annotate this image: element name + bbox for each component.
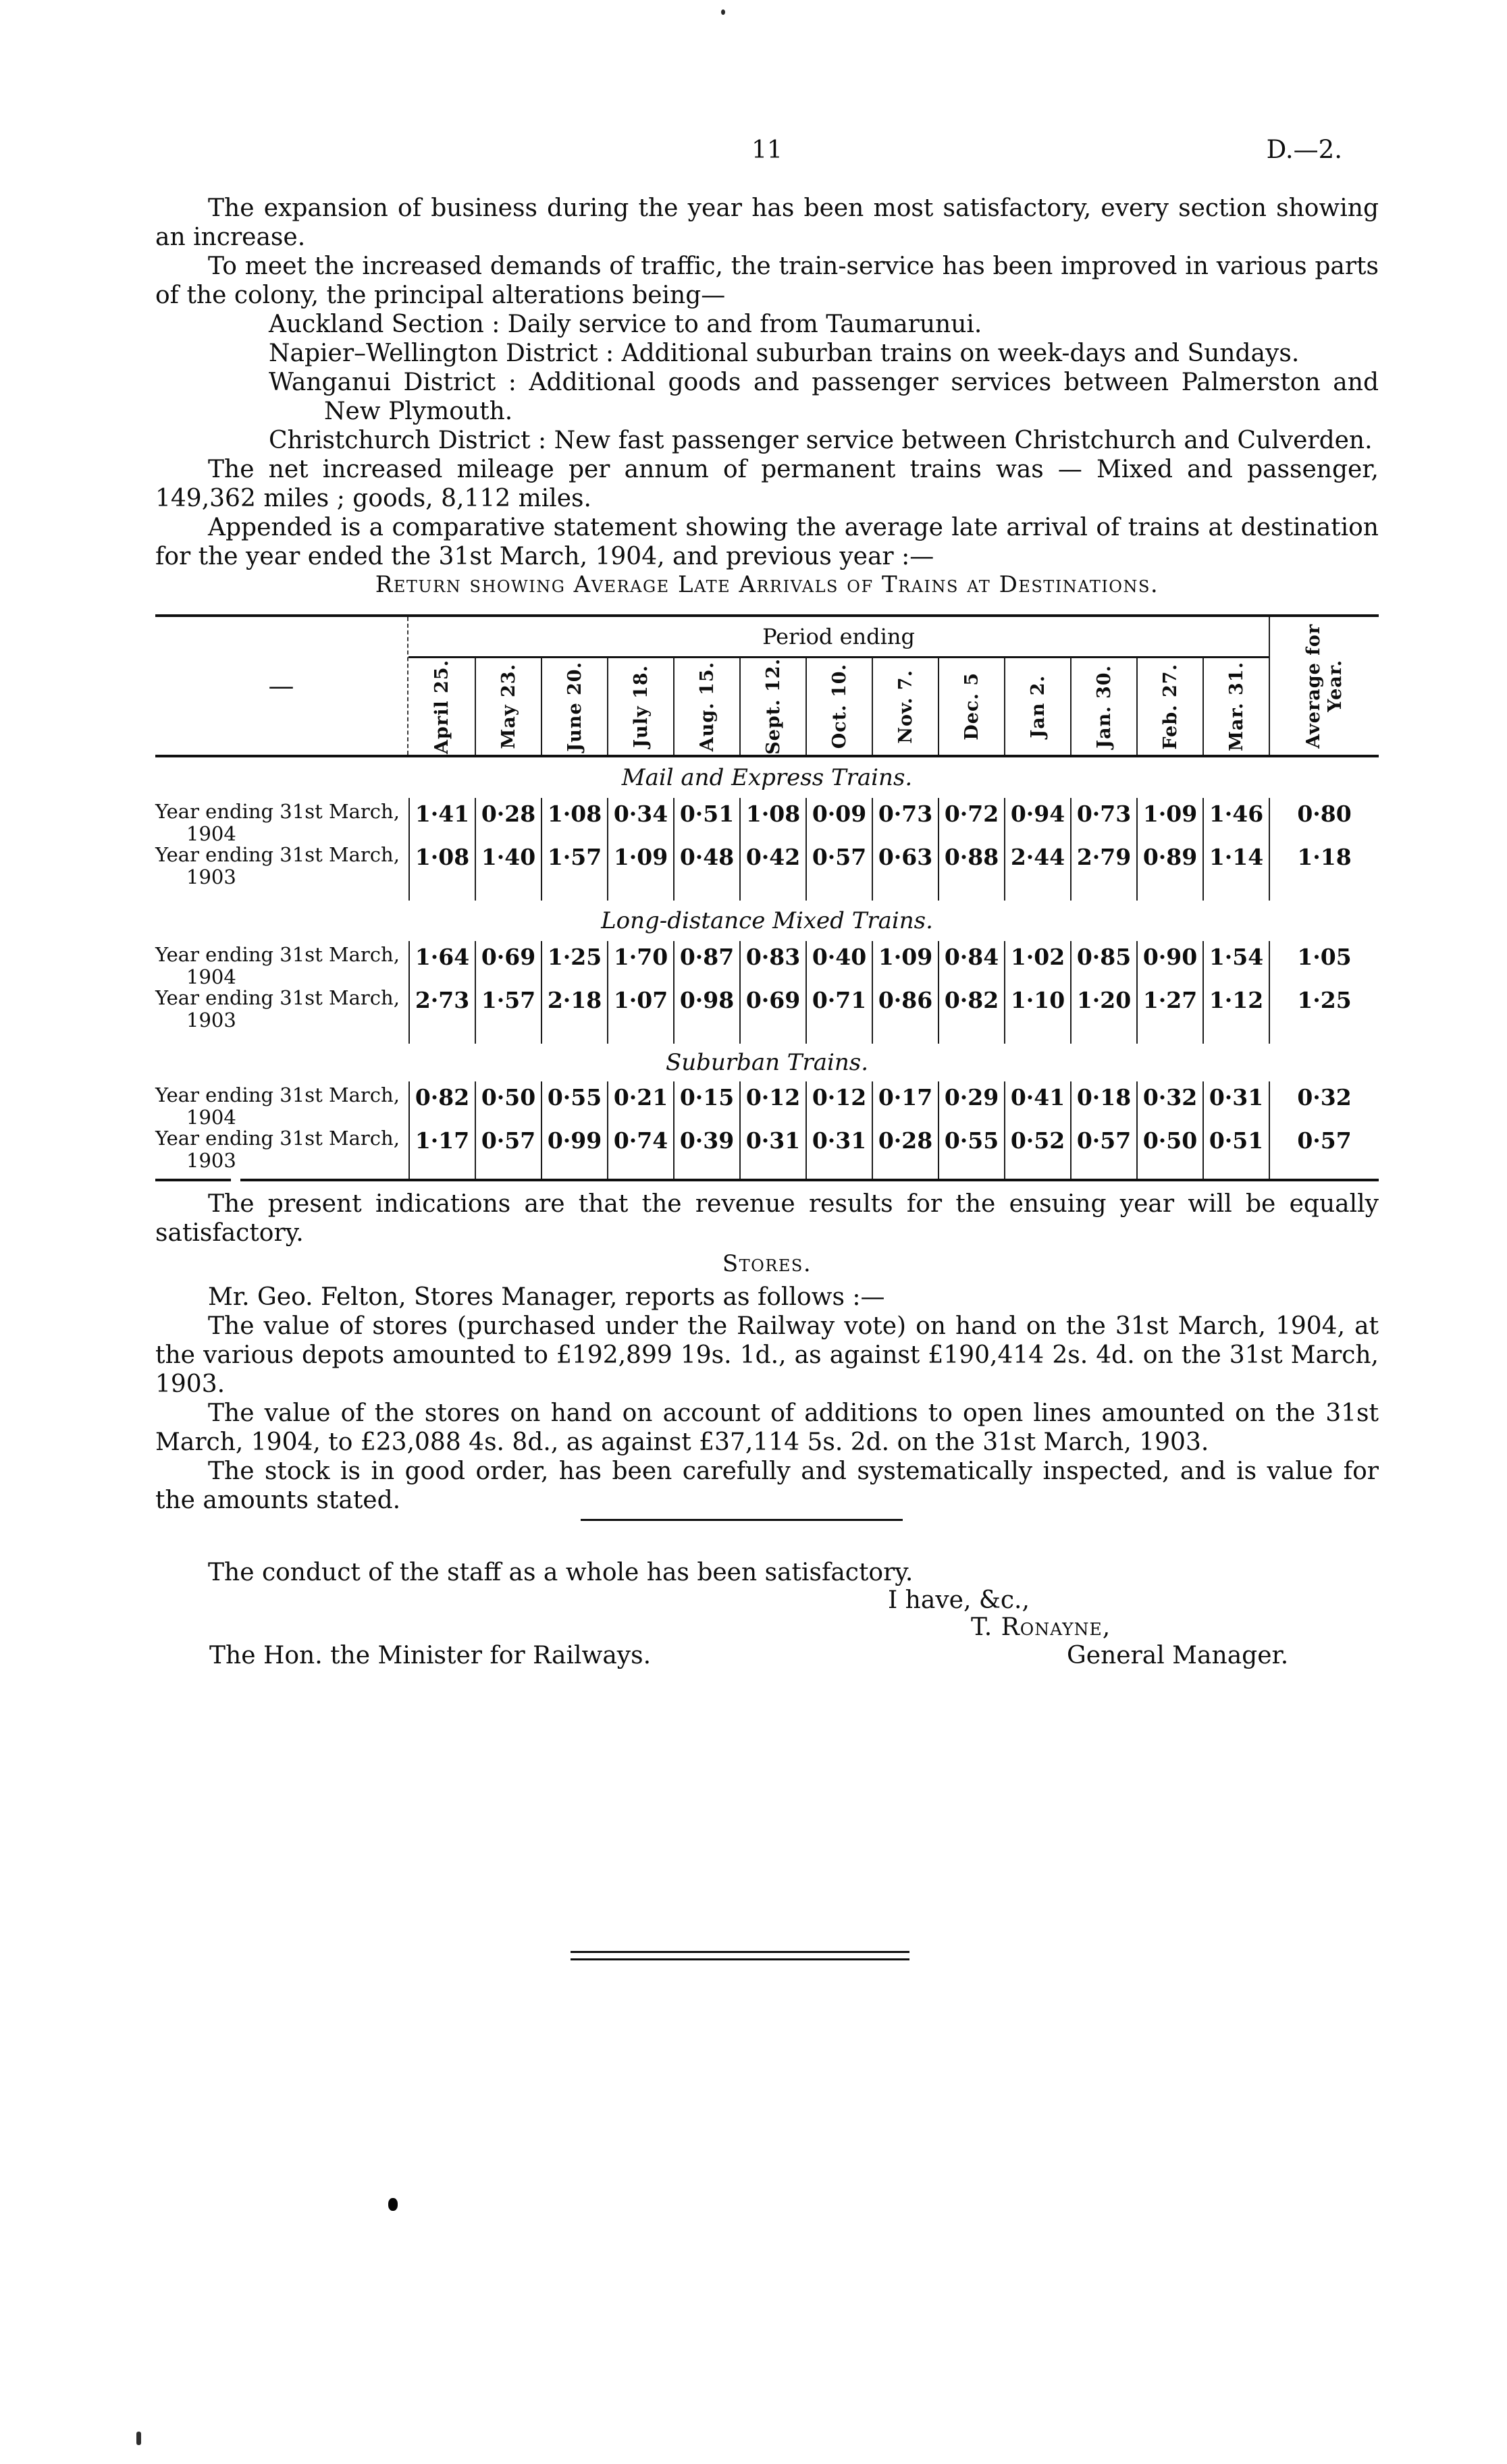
average-column [1269,1081,1379,1179]
average-column [1269,798,1379,901]
row-label: Year ending 31st March, 1903 [155,1125,408,1168]
table-column [805,1081,872,1179]
table-column [739,1081,805,1179]
data-cell: 2·44 [1010,844,1065,870]
end-double-rule [571,1951,909,1960]
table-column [1070,1081,1136,1179]
table-column [607,1081,673,1179]
row-year: 1903 [186,1009,236,1032]
date-column-header [408,658,475,755]
data-cell: 0·48 [679,844,735,870]
alterations-list [155,310,1379,455]
row-year: 1904 [186,1106,236,1129]
table-column [1004,798,1070,901]
data-cell: 0·73 [1076,801,1132,827]
period-ending-label: Period ending [408,617,1269,658]
list-item-napier-wellington: Napier–Wellington District : Additional suburban trains on week-days and Sundays. [269,340,1300,367]
period-label: Jan. 30. [1093,664,1115,749]
table-column [475,1081,541,1179]
table-column [673,1081,739,1179]
period-label: Jan 2. [1027,674,1049,739]
data-cell: 1·17 [415,1127,470,1154]
data-cell: 0·71 [812,987,867,1013]
table-column [1004,1081,1070,1179]
section-title-mail-express: Mail and Express Trains. [621,764,913,791]
data-cell: 0·41 [1010,1084,1065,1110]
data-cell: 0·50 [481,1084,536,1110]
table-column [938,1081,1004,1179]
paragraph-train-service: To meet the increased demands of traffic, the train-service has been improved in various parts of the colony, the principal alterations being— [155,252,1379,309]
date-column-header [872,658,938,755]
average-cell: 1·25 [1297,987,1352,1013]
paragraph-stores-value: The value of stores (purchased under the Railway vote) on hand on the 31st March, 1904, at the various depots amounted to £192,899 19s. 1d., as against £190,414 2s. 4d. on the 31st March, 1903. [155,1312,1379,1398]
paragraph-stores-stock: The stock is in good order, has been carefully and systematically inspected, and is value for the amounts stated. [155,1457,1379,1514]
table-caption: Return showing Average Late Arrivals of Trains at Destinations. [375,571,1159,598]
table-column [1070,798,1136,901]
data-cell: 0·82 [944,987,999,1013]
data-cell: 0·89 [1142,844,1198,870]
scan-speck [388,2198,398,2211]
paragraph-stores-openlines: The value of the stores on hand on account of additions to open lines amounted on the 31st March, 1904, to £23,088 4s. 8d., as against £37,114 5s. 2d. on the 31st March, 1903. [155,1399,1379,1456]
data-cell: 0·09 [812,801,867,827]
data-cell: 1·70 [613,944,668,970]
data-cell: 0·82 [415,1084,470,1110]
data-cell: 1·27 [1142,987,1198,1013]
date-column-header [1070,658,1136,755]
row-label: Year ending 31st March, 1904 [155,941,408,984]
data-cell: 0·57 [812,844,867,870]
period-label: May 23. [498,664,519,749]
period-label: Oct. 10. [828,664,850,749]
data-cell: 0·18 [1076,1084,1132,1110]
table-data-band [155,798,1379,901]
data-cell: 1·25 [547,944,602,970]
data-cell: 0·98 [679,987,735,1013]
data-cell: 0·55 [944,1127,999,1154]
table-column [408,1081,475,1179]
table-data-band [155,941,1379,1044]
period-label: Feb. 27. [1159,663,1181,750]
conduct-paragraph-block [155,1558,1379,1587]
outlook-paragraph-block [155,1189,1379,1248]
table-data-band [155,1081,1379,1179]
data-cell: 1·07 [613,987,668,1013]
data-cell: 0·90 [1142,944,1198,970]
row-year: 1903 [186,1149,236,1172]
data-cell: 0·52 [1010,1127,1065,1154]
date-column-header [938,658,1004,755]
data-cell: 1·09 [613,844,668,870]
data-cell: 1·09 [878,944,933,970]
paragraph-conduct: The conduct of the staff as a whole has been satisfactory. [208,1559,914,1586]
data-cell: 0·94 [1010,801,1065,827]
data-cell: 0·84 [944,944,999,970]
data-cell: 0·34 [613,801,668,827]
stores-heading: Stores. [722,1250,812,1277]
date-column-header [541,658,607,755]
row-label-column [155,798,408,901]
data-cell: 0·55 [547,1084,602,1110]
section-divider-rule [581,1519,903,1521]
data-cell: 0·83 [745,944,801,970]
section-title-suburban: Suburban Trains. [665,1049,869,1076]
data-cell: 0·85 [1076,944,1132,970]
data-cell: 0·21 [613,1084,668,1110]
data-cell: 0·72 [944,801,999,827]
table-column [408,798,475,901]
list-item-wanganui: Wanganui District : Additional goods and passenger services between Palmerston and New Plymouth. [269,369,1379,425]
paragraph-expansion: The expansion of business during the year has been most satisfactory, every section showing an increase. [155,194,1379,251]
corner-dash: — [268,671,294,701]
data-cell: 2·79 [1076,844,1132,870]
date-header-row [408,658,1269,755]
data-cell: 0·87 [679,944,735,970]
data-cell: 0·31 [745,1127,801,1154]
late-arrivals-table [155,614,1379,1181]
table-column [541,941,607,1044]
period-label: Mar. 31. [1225,662,1247,752]
data-cell: 0·51 [679,801,735,827]
data-cell: 1·41 [415,801,470,827]
section-title-long-distance: Long-distance Mixed Trains. [601,907,933,934]
paragraph-stores-intro: Mr. Geo. Felton, Stores Manager, reports as follows :— [208,1283,885,1311]
list-item-christchurch: Christchurch District : New fast passenger service between Christchurch and Culverden. [269,427,1373,454]
data-cell: 0·40 [812,944,867,970]
row-label: Year ending 31st March, 1903 [155,984,408,1027]
data-cell: 1·40 [481,844,536,870]
signature-name: T. Ronayne, [971,1613,1111,1641]
data-cell: 1·08 [415,844,470,870]
data-cell: 0·15 [679,1084,735,1110]
data-cell: 0·12 [745,1084,801,1110]
row-label: Year ending 31st March, 1904 [155,1081,408,1125]
date-column-header [805,658,872,755]
data-cell: 0·42 [745,844,801,870]
table-column [938,941,1004,1044]
row-year: 1903 [186,865,236,888]
table-column [872,941,938,1044]
data-cell: 0·28 [481,801,536,827]
period-label: April 25. [431,659,452,754]
table-column [1136,798,1202,901]
data-cell: 2·73 [415,987,470,1013]
date-column-header [673,658,739,755]
data-cell: 0·12 [812,1084,867,1110]
table-column [673,941,739,1044]
data-cell: 1·54 [1209,944,1264,970]
page-number: 11 [751,136,783,164]
period-header-group [408,617,1269,755]
data-cell: 0·28 [878,1127,933,1154]
data-cell: 2·18 [547,987,602,1013]
scan-speck [721,9,725,15]
data-cell: 1·64 [415,944,470,970]
date-column-header [739,658,805,755]
list-item-auckland: Auckland Section : Daily service to and from Taumarunui. [269,311,982,338]
table-column [739,798,805,901]
intro-paragraphs [155,194,1379,571]
table-column [938,798,1004,901]
data-cell: 1·10 [1010,987,1065,1013]
table-column [541,798,607,901]
date-column-header [1004,658,1070,755]
paragraph-outlook: The present indications are that the revenue results for the ensuing year will be equally satisfactory. [155,1190,1379,1247]
data-cell: 0·86 [878,987,933,1013]
table-column [805,941,872,1044]
data-cell: 0·17 [878,1084,933,1110]
period-label: June 20. [564,661,585,752]
stores-paragraphs [155,1283,1379,1515]
row-year: 1904 [186,822,236,845]
row-year: 1904 [186,965,236,988]
addressee: The Hon. the Minister for Railways. [209,1642,652,1669]
data-cell: 1·08 [547,801,602,827]
table-column [1070,941,1136,1044]
data-cell: 0·69 [481,944,536,970]
row-label: Year ending 31st March, 1904 [155,798,408,841]
average-cell: 0·80 [1297,801,1352,827]
date-column-header [1136,658,1202,755]
row-label-column [155,941,408,1044]
data-cell: 0·50 [1142,1127,1198,1154]
table-column [607,798,673,901]
table-column [1202,1081,1269,1179]
data-cell: 0·73 [878,801,933,827]
average-label: Average for Year. [1302,623,1346,749]
paragraph-mileage: The net increased mileage per annum of permanent trains was — Mixed and passenger, 149,362 miles ; goods, 8,112 miles. [155,456,1379,512]
table-column [1004,941,1070,1044]
period-label: Dec. 5 [961,672,982,741]
data-cell: 0·32 [1142,1084,1198,1110]
date-column-header [475,658,541,755]
data-cell: 0·51 [1209,1127,1264,1154]
period-label: Nov. 7. [895,669,916,744]
data-cell: 0·88 [944,844,999,870]
average-cell: 1·18 [1297,844,1352,870]
average-cell: 1·05 [1297,944,1352,970]
data-cell: 0·57 [1076,1127,1132,1154]
signature-title: General Manager. [1067,1642,1289,1669]
period-label: July 18. [630,665,652,748]
date-column-header [607,658,673,755]
data-cell: 0·63 [878,844,933,870]
average-column-header [1269,617,1379,755]
table-corner-cell [155,617,408,755]
table-column [872,798,938,901]
table-column [673,798,739,901]
table-column [739,941,805,1044]
data-cell: 0·31 [812,1127,867,1154]
data-cell: 0·39 [679,1127,735,1154]
data-cell: 1·02 [1010,944,1065,970]
table-column [805,798,872,901]
average-cell: 0·57 [1297,1127,1352,1154]
table-column [1136,1081,1202,1179]
doc-reference: D.—2. [1266,135,1342,164]
data-cell: 1·46 [1209,801,1264,827]
table-bottom-rule [155,1179,1379,1181]
table-column [475,798,541,901]
period-label: Aug. 15. [696,661,718,752]
data-cell: 1·20 [1076,987,1132,1013]
valediction: I have, &c., [888,1586,1030,1614]
average-cell: 0·32 [1297,1084,1352,1110]
data-cell: 0·74 [613,1127,668,1154]
data-cell: 1·09 [1142,801,1198,827]
table-column [607,941,673,1044]
data-cell: 1·14 [1209,844,1264,870]
table-header [155,617,1379,755]
data-cell: 0·57 [481,1127,536,1154]
date-column-header [1202,658,1269,755]
table-column [541,1081,607,1179]
data-cell: 1·57 [547,844,602,870]
data-cell: 0·69 [745,987,801,1013]
row-label: Year ending 31st March, 1903 [155,841,408,884]
scan-speck [136,2432,141,2445]
data-cell: 0·31 [1209,1084,1264,1110]
table-column [475,941,541,1044]
table-column [1202,798,1269,901]
table-column [1136,941,1202,1044]
row-label-column [155,1081,408,1179]
data-cell: 1·08 [745,801,801,827]
paragraph-appended: Appended is a comparative statement showing the average late arrival of trains at destination for the year ended the 31st March, 1904, and previous year :— [155,514,1379,570]
table-column [408,941,475,1044]
data-cell: 0·29 [944,1084,999,1110]
table-column [872,1081,938,1179]
data-cell: 1·12 [1209,987,1264,1013]
data-cell: 0·99 [547,1127,602,1154]
period-label: Sept. 12. [762,658,784,755]
average-column [1269,941,1379,1044]
table-column [1202,941,1269,1044]
data-cell: 1·57 [481,987,536,1013]
